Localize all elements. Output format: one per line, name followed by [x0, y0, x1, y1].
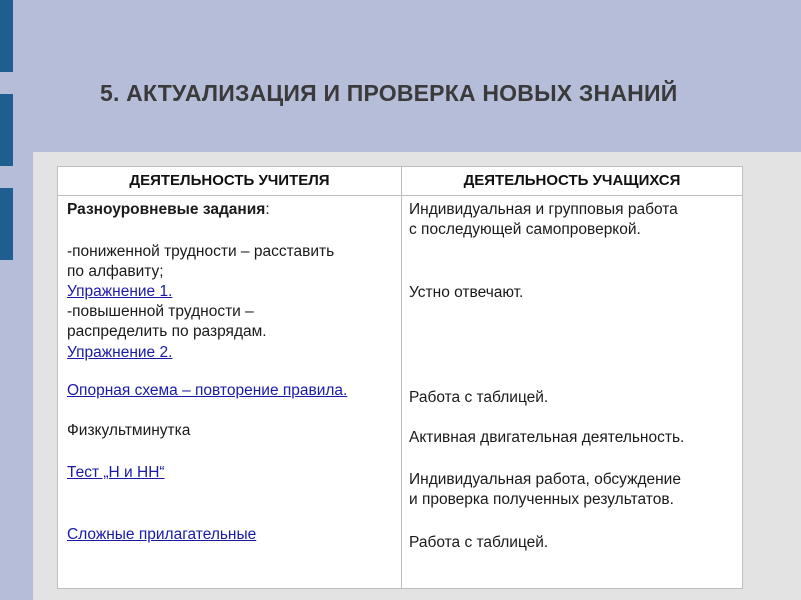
- low-difficulty-line1: -пониженной трудности – расставить: [67, 243, 335, 260]
- complex-adjectives-link[interactable]: Сложные прилагательные: [67, 526, 257, 543]
- students-work-line2: с последующей самопроверкой.: [409, 221, 641, 238]
- students-individual-line2: и проверка полученных результатов.: [409, 491, 674, 508]
- exercise-2-link[interactable]: Упражнение 2.: [67, 344, 173, 361]
- students-individual-line1: Индивидуальная работа, обсуждение: [409, 471, 681, 488]
- high-difficulty-line1: -повышенной трудности –: [67, 303, 254, 320]
- exercise-1-link[interactable]: Упражнение 1.: [67, 283, 173, 300]
- students-table-work-1: Работа с таблицей.: [409, 389, 549, 406]
- header-teacher: ДЕЯТЕЛЬНОСТЬ УЧИТЕЛЯ: [129, 172, 330, 189]
- activity-table: [57, 166, 743, 589]
- students-active: Активная двигательная деятельность.: [409, 429, 685, 446]
- header-divider: [58, 195, 742, 196]
- accent-bar-top: [0, 0, 13, 72]
- high-difficulty-line2: распределить по разрядам.: [67, 323, 267, 340]
- low-difficulty-line2: по алфавиту;: [67, 263, 164, 280]
- slide-title: 5. АКТУАЛИЗАЦИЯ И ПРОВЕРКА НОВЫХ ЗНАНИЙ: [100, 80, 678, 106]
- students-table-work-2: Работа с таблицей.: [409, 534, 549, 551]
- accent-bar-middle: [0, 94, 13, 166]
- column-divider: [401, 167, 402, 588]
- reference-scheme-link[interactable]: Опорная схема – повторение правила.: [67, 382, 348, 399]
- test-link[interactable]: Тест „Н и НН“: [67, 464, 165, 481]
- header-students: ДЕЯТЕЛЬНОСТЬ УЧАЩИХСЯ: [463, 172, 681, 189]
- teacher-heading-line: [67, 200, 270, 220]
- students-work-line1: Индивидуальная и групповыя работа: [409, 201, 678, 218]
- accent-bar-bottom: [0, 188, 13, 260]
- students-oral: Устно отвечают.: [409, 284, 524, 301]
- teacher-heading: Разноуровневые задания: [67, 201, 266, 218]
- teacher-heading-colon: :: [265, 201, 270, 218]
- physical-break: Физкультминутка: [67, 422, 191, 439]
